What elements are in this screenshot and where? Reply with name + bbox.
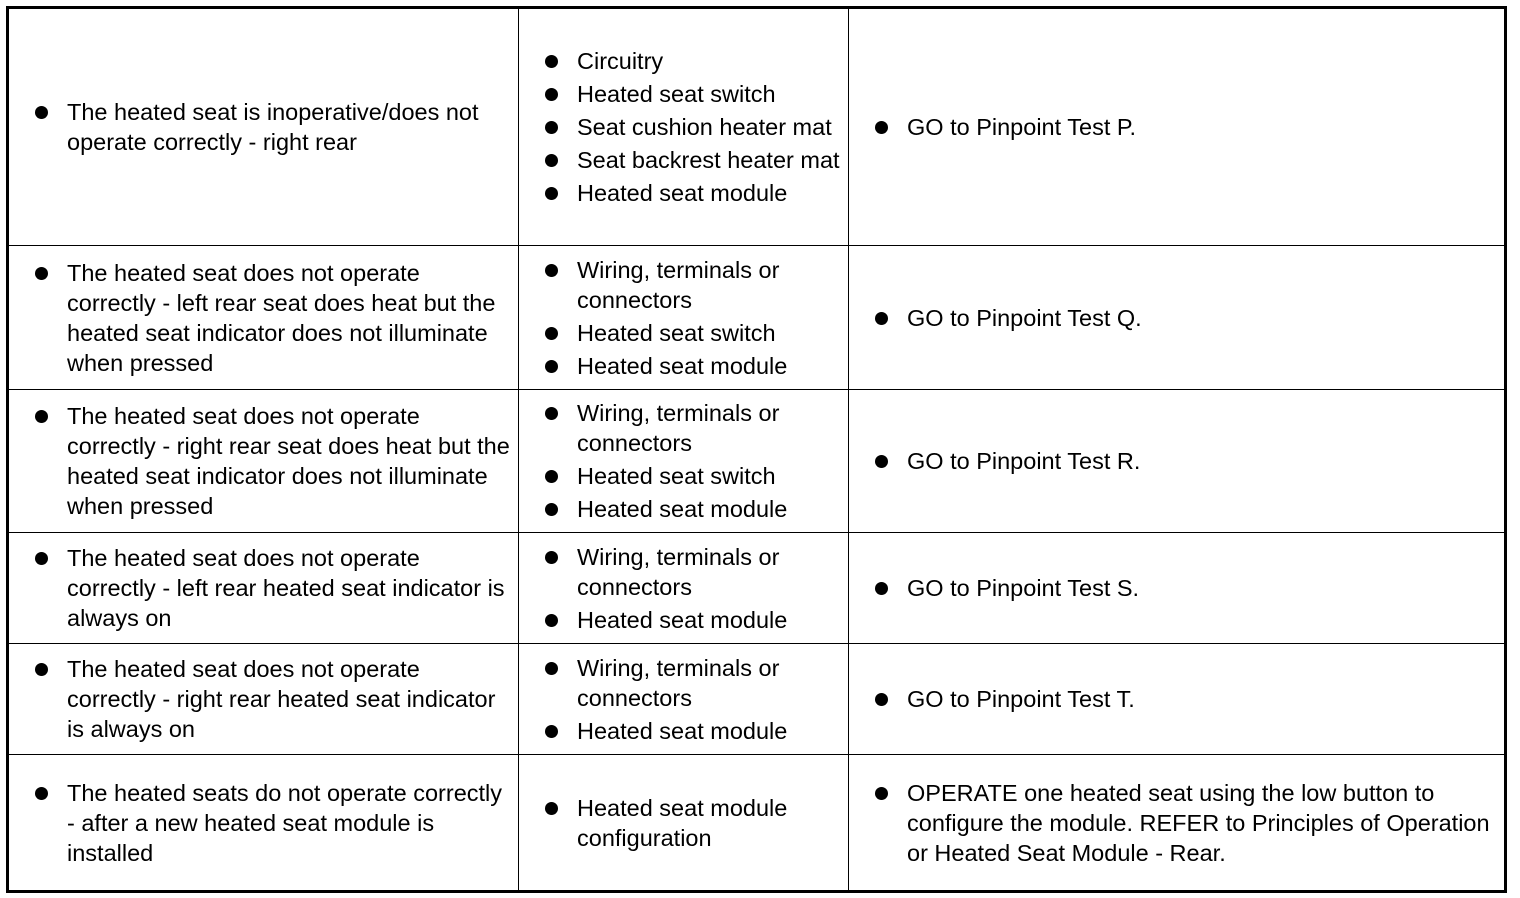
symptom-cell xyxy=(8,8,519,246)
action-cell xyxy=(849,644,1506,755)
action-text: GO to Pinpoint Test P. xyxy=(907,112,1492,142)
table-row xyxy=(8,755,1506,892)
symptom-cell xyxy=(8,755,519,892)
table-row xyxy=(8,644,1506,755)
action-text: GO to Pinpoint Test S. xyxy=(907,573,1492,603)
source-item: Wiring, terminals or connectors xyxy=(577,255,840,315)
table-row xyxy=(8,246,1506,390)
symptom-cell xyxy=(8,390,519,533)
action-text: GO to Pinpoint Test R. xyxy=(907,446,1492,476)
action-text: OPERATE one heated seat using the low button to configure the module. REFER to Principles of Operation or Heated Seat Module - Rear. xyxy=(907,778,1492,868)
symptom-text: The heated seat does not operate correctly - right rear heated seat indicator is always on xyxy=(67,654,510,744)
source-cell xyxy=(519,390,849,533)
action-cell xyxy=(849,533,1506,644)
source-item: Heated seat module xyxy=(577,605,840,635)
source-item: Heated seat module configuration xyxy=(577,793,840,853)
symptom-text: The heated seats do not operate correctly - after a new heated seat module is installed xyxy=(67,778,510,868)
table-row xyxy=(8,390,1506,533)
source-cell xyxy=(519,246,849,390)
symptom-cell xyxy=(8,644,519,755)
table-row xyxy=(8,533,1506,644)
symptom-text: The heated seat is inoperative/does not operate correctly - right rear xyxy=(67,97,510,157)
source-item: Wiring, terminals or connectors xyxy=(577,398,840,458)
source-item: Circuitry xyxy=(577,46,840,76)
source-item: Seat cushion heater mat xyxy=(577,112,840,142)
symptom-text: The heated seat does not operate correctly - right rear seat does heat but the heated seat indicator does not illuminate when pressed xyxy=(67,403,510,519)
source-item: Wiring, terminals or connectors xyxy=(577,542,840,602)
source-item: Heated seat module xyxy=(577,178,840,208)
symptom-cell xyxy=(8,533,519,644)
source-item: Heated seat switch xyxy=(577,318,840,348)
action-text: GO to Pinpoint Test T. xyxy=(907,684,1492,714)
source-item: Heated seat module xyxy=(577,494,840,524)
action-text: GO to Pinpoint Test Q. xyxy=(907,303,1492,333)
symptom-text: The heated seat does not operate correctly - left rear seat does heat but the heated seat indicator does not illuminate when pressed xyxy=(67,258,510,378)
source-item: Heated seat module xyxy=(577,716,840,746)
source-cell xyxy=(519,644,849,755)
source-item: Seat backrest heater mat xyxy=(577,147,840,173)
source-cell xyxy=(519,755,849,892)
table-row xyxy=(8,8,1506,246)
action-cell xyxy=(849,755,1506,892)
diagnosis-table xyxy=(6,6,1507,893)
source-item: Heated seat module xyxy=(577,351,840,381)
source-cell xyxy=(519,8,849,246)
source-item: Heated seat switch xyxy=(577,79,840,109)
symptom-text: The heated seat does not operate correctly - left rear heated seat indicator is always on xyxy=(67,543,510,633)
source-item: Wiring, terminals or connectors xyxy=(577,653,840,713)
action-cell xyxy=(849,8,1506,246)
symptom-cell xyxy=(8,246,519,390)
source-cell xyxy=(519,533,849,644)
action-cell xyxy=(849,246,1506,390)
action-cell xyxy=(849,390,1506,533)
source-item: Heated seat switch xyxy=(577,461,840,491)
